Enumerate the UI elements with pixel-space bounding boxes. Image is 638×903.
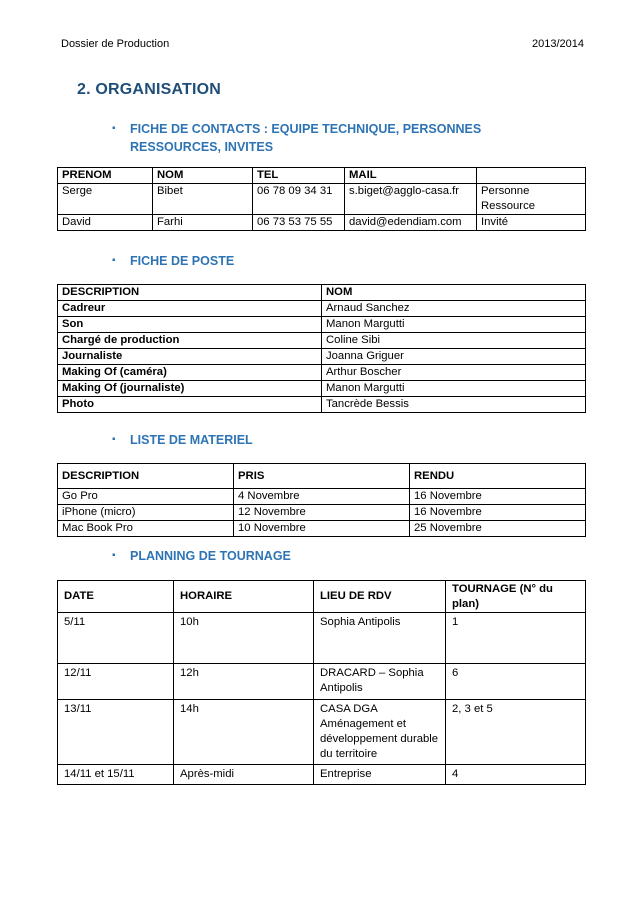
square-bullet-icon: ▪ <box>112 123 116 134</box>
table-cell: Joanna Griguer <box>322 349 586 365</box>
table-row <box>58 215 586 231</box>
planning-title: PLANNING DE TOURNAGE <box>130 549 291 563</box>
bullet-materiel <box>112 431 253 449</box>
planning-table <box>57 580 586 785</box>
table-row <box>58 613 586 664</box>
table-cell: Making Of (caméra) <box>58 365 322 381</box>
table-cell: Entreprise <box>314 765 446 785</box>
col-header: LIEU DE RDV <box>314 581 446 613</box>
col-header: PRENOM <box>58 168 153 184</box>
poste-table <box>57 284 586 413</box>
header-right: 2013/2014 <box>532 38 584 50</box>
table-cell: 14h <box>174 700 314 765</box>
section-title: 2. ORGANISATION <box>77 81 222 98</box>
contacts-title: FICHE DE CONTACTS : EQUIPE TECHNIQUE, PERSONNES RESSOURCES, INVITES <box>130 122 482 154</box>
bullet-poste <box>112 252 234 270</box>
table-cell: Manon Margutti <box>322 381 586 397</box>
col-header: MAIL <box>345 168 477 184</box>
table-cell: 6 <box>446 664 586 700</box>
table-cell: s.biget@agglo-casa.fr <box>345 184 477 215</box>
table-cell: 06 78 09 34 31 <box>253 184 345 215</box>
table-cell: DRACARD – Sophia Antipolis <box>314 664 446 700</box>
table-cell: 10 Novembre <box>234 521 410 537</box>
contacts-table <box>57 167 586 231</box>
col-header: TEL <box>253 168 345 184</box>
table-cell: Coline Sibi <box>322 333 586 349</box>
square-bullet-icon: ▪ <box>112 434 116 445</box>
table-cell: 2, 3 et 5 <box>446 700 586 765</box>
poste-title: FICHE DE POSTE <box>130 254 235 268</box>
table-cell: Son <box>58 317 322 333</box>
table-cell: Serge <box>58 184 153 215</box>
table-cell: Making Of (journaliste) <box>58 381 322 397</box>
table-cell: Go Pro <box>58 489 234 505</box>
table-row <box>58 700 586 765</box>
col-header: RENDU <box>410 464 586 489</box>
col-header: TOURNAGE (N° du plan) <box>446 581 586 613</box>
col-header: DESCRIPTION <box>58 285 322 301</box>
col-header: NOM <box>153 168 253 184</box>
table-header-row <box>58 464 586 489</box>
table-header-row <box>58 285 586 301</box>
table-cell: Chargé de production <box>58 333 322 349</box>
table-cell: 13/11 <box>58 700 174 765</box>
table-cell: 25 Novembre <box>410 521 586 537</box>
bullet-contacts <box>112 120 510 156</box>
table-header-row <box>58 168 586 184</box>
col-header: PRIS <box>234 464 410 489</box>
square-bullet-icon: ▪ <box>112 550 116 561</box>
table-row <box>58 365 586 381</box>
table-cell: Bibet <box>153 184 253 215</box>
materiel-table <box>57 463 586 537</box>
table-cell: Personne Ressource <box>477 184 586 215</box>
table-cell: Photo <box>58 397 322 413</box>
table-cell: CASA DGA Aménagement et développement durable du territoire <box>314 700 446 765</box>
table-cell: 5/11 <box>58 613 174 664</box>
col-header: DESCRIPTION <box>58 464 234 489</box>
table-cell: 14/11 et 15/11 <box>58 765 174 785</box>
table-cell: Manon Margutti <box>322 317 586 333</box>
table-cell: Tancrède Bessis <box>322 397 586 413</box>
materiel-title: LISTE DE MATERIEL <box>130 433 253 447</box>
table-cell: 12/11 <box>58 664 174 700</box>
table-cell: David <box>58 215 153 231</box>
table-cell: Après-midi <box>174 765 314 785</box>
table-row <box>58 184 586 215</box>
table-row <box>58 489 586 505</box>
table-cell: iPhone (micro) <box>58 505 234 521</box>
table-cell: 10h <box>174 613 314 664</box>
table-cell: david@edendiam.com <box>345 215 477 231</box>
table-cell: Invité <box>477 215 586 231</box>
table-row <box>58 333 586 349</box>
col-header <box>477 168 586 184</box>
bullet-planning <box>112 547 291 565</box>
table-row <box>58 301 586 317</box>
table-cell: 4 <box>446 765 586 785</box>
table-row <box>58 765 586 785</box>
table-cell: Arthur Boscher <box>322 365 586 381</box>
table-row <box>58 349 586 365</box>
header-left: Dossier de Production <box>61 38 170 50</box>
table-cell: 12 Novembre <box>234 505 410 521</box>
table-header-row <box>58 581 586 613</box>
table-cell: 1 <box>446 613 586 664</box>
table-cell: Arnaud Sanchez <box>322 301 586 317</box>
table-cell: Cadreur <box>58 301 322 317</box>
page-header <box>61 38 584 50</box>
col-header: NOM <box>322 285 586 301</box>
table-row <box>58 381 586 397</box>
table-row <box>58 397 586 413</box>
col-header: DATE <box>58 581 174 613</box>
table-row <box>58 317 586 333</box>
table-cell: 4 Novembre <box>234 489 410 505</box>
table-cell: Journaliste <box>58 349 322 365</box>
table-cell: 16 Novembre <box>410 489 586 505</box>
table-row <box>58 505 586 521</box>
table-cell: 16 Novembre <box>410 505 586 521</box>
table-row <box>58 664 586 700</box>
table-row <box>58 521 586 537</box>
col-header: HORAIRE <box>174 581 314 613</box>
table-cell: 12h <box>174 664 314 700</box>
table-cell: 06 73 53 75 55 <box>253 215 345 231</box>
square-bullet-icon: ▪ <box>112 255 116 266</box>
table-cell: Farhi <box>153 215 253 231</box>
table-cell: Sophia Antipolis <box>314 613 446 664</box>
table-cell: Mac Book Pro <box>58 521 234 537</box>
